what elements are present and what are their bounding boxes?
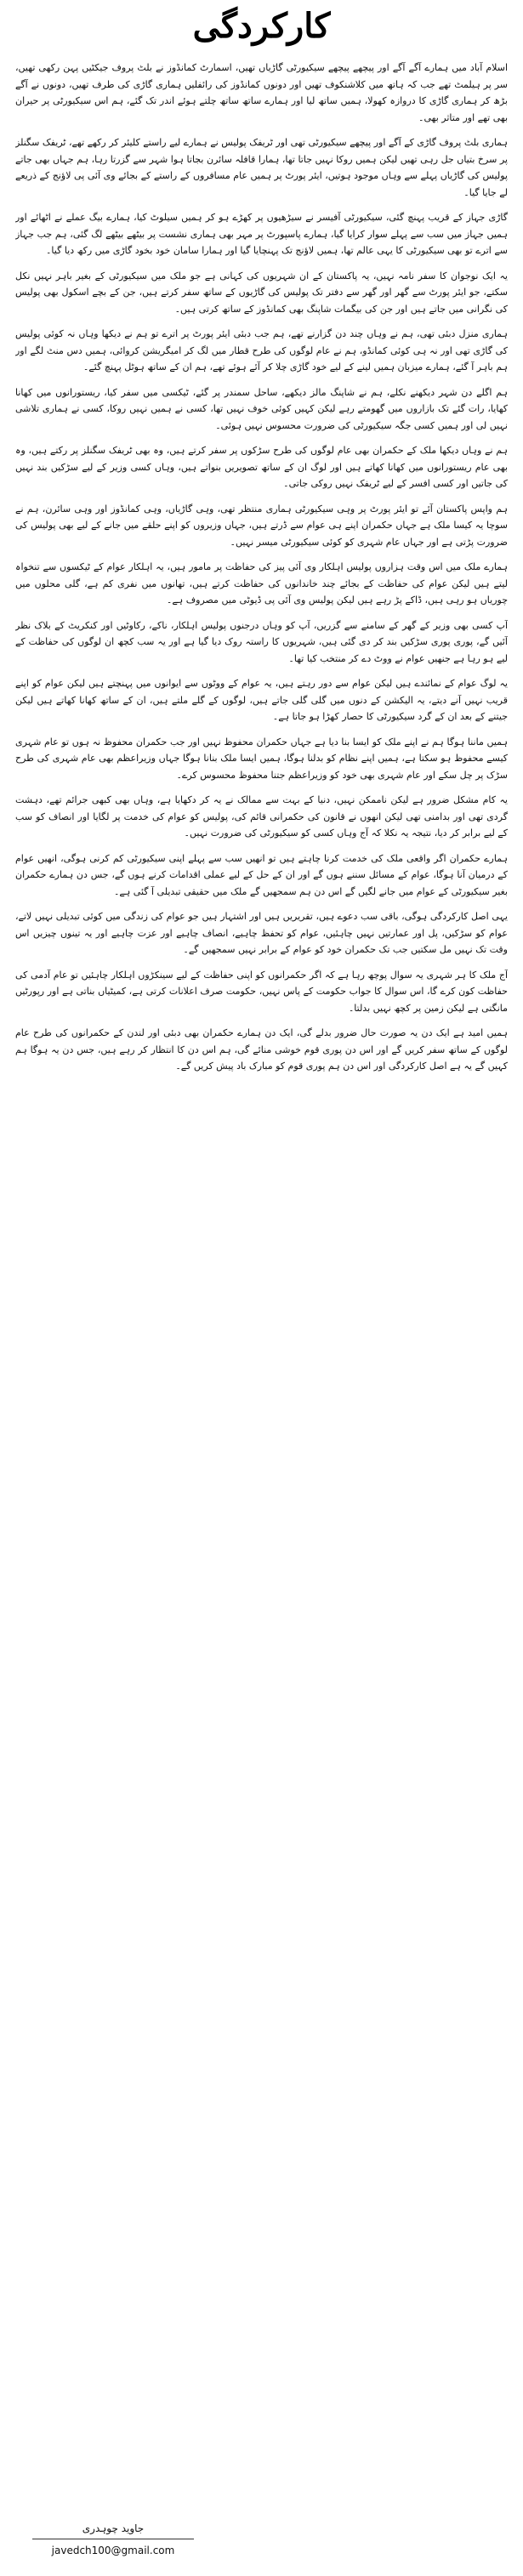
paragraph: ہم واپس پاکستان آئے تو ایئر پورٹ پر وہی سیکیورٹی ہماری منتظر تھی، وہی گاڑیاں، وہی کمانڈوز اور وہی سائرن، ہم نے سوچا یہ کیسا ملک ہے جہاں حکمران اپنے ہی عوام سے ڈرتے ہیں، جہاں وزیروں کو اپنے حلقے میں جانے کے لیے بھی پولیس کی ضرورت پڑتی ہے اور جہاں عام شہری کو کوئی سیکیورٹی میسر نہیں۔	[15, 503, 508, 548]
paragraph: آج ملک کا ہر شہری یہ سوال پوچھ رہا ہے کہ اگر حکمرانوں کو اپنی حفاظت کے لیے سینکڑوں اہلکار چاہئیں تو عام آدمی کی حفاظت کون کرے گا، اس سوال کا جواب حکومت کے پاس نہیں، حکومت صرف اعلانات کرتی ہے، کمیٹیاں بناتی ہے اور رپورٹیں مانگتی ہے لیکن زمین پر کچھ نہیں بدلتا۔	[15, 969, 508, 1014]
author-email: javedch100@gmail.com	[51, 2545, 175, 2556]
paragraph: ہمارے حکمران اگر واقعی ملک کی خدمت کرنا چاہتے ہیں تو انھیں سب سے پہلے اپنی سیکیورٹی کم کرنی ہوگی، انھیں عوام کے درمیان آنا ہوگا، عوام کے مسائل سننے ہوں گے اور ان کے حل کے لیے عملی اقدامات کرنے ہوں گے، جس دن ہمارے حکمران بغیر سیکیورٹی کے عوام میں جانے لگیں گے اس دن ہم سمجھیں گے ملک میں حقیقی تبدیلی آ گئی ہے۔	[15, 852, 508, 897]
column-body	[15, 60, 508, 2509]
paragraph: ہماری منزل دبئی تھی، ہم نے وہاں چند دن گزارنے تھے، ہم جب دبئی ایئر پورٹ پر اترے تو ہم نے دیکھا وہاں نہ کوئی پولیس کی گاڑی تھی اور نہ ہی کوئی کمانڈو، ہم نے عام لوگوں کی طرح قطار میں لگ کر امیگریشن کروائی، ہمیں دس منٹ لگے اور ہم باہر آ گئے، ہمارے میزبان ہمیں لینے کے لیے خود گاڑی چلا کر آئے ہوئے تھے، ہم ان کے ساتھ ہوٹل پہنچ گئے۔	[15, 328, 508, 372]
paragraph: یہ لوگ عوام کے نمائندے ہیں لیکن عوام سے دور رہتے ہیں، یہ عوام کے ووٹوں سے ایوانوں میں پہنچتے ہیں لیکن عوام کو اپنے قریب نہیں آنے دیتے، یہ الیکشن کے دنوں میں گلی گلی جاتے ہیں، لوگوں کے گلے ملتے ہیں، ان کے ساتھ کھانا کھاتے ہیں لیکن جیتنے کے بعد ان کے گرد سیکیورٹی کا حصار کھڑا ہو جاتا ہے۔	[15, 678, 508, 722]
paragraph: اسلام آباد میں ہمارے آگے آگے اور پیچھے پیچھے سیکیورٹی گاڑیاں تھیں، اسمارٹ کمانڈوز نے بلٹ پروف جیکٹیں پہن رکھی تھیں، سر پر ہیلمٹ تھے جب کہ ہاتھ میں کلاشنکوف تھیں اور دونوں کمانڈوز کی رائفلیں ہماری گاڑی کی طرف تھیں، دونوں نے آگے بڑھ کر ہماری گاڑی کا دروازہ کھولا، ہمیں ساتھ لیا اور ہمارے ساتھ ساتھ چلتے ہوئے اندر تک گئے، ہم اس سیکیورٹی پر حیران بھی تھے اور متاثر بھی۔	[15, 62, 508, 123]
paragraph: ہم نے وہاں دیکھا ملک کے حکمران بھی عام لوگوں کی طرح سڑکوں پر سفر کرتے ہیں، وہ بھی ٹریفک سگنلز پر رکتے ہیں، وہ بھی عام ریستورانوں میں کھانا کھاتے ہیں اور لوگ ان کے ساتھ تصویریں بنواتے ہیں، وہاں کسی وزیر کے لیے سڑکیں بند نہیں کی جاتیں اور کسی افسر کے لیے ٹریفک نہیں روکی جاتی۔	[15, 445, 508, 489]
paragraph: یہ کام مشکل ضرور ہے لیکن ناممکن نہیں، دنیا کے بہت سے ممالک نے یہ کر دکھایا ہے، وہاں بھی کبھی جرائم تھے، دہشت گردی تھی اور بدامنی تھی لیکن انھوں نے قانون کی حکمرانی قائم کی، پولیس کو عوام کی خدمت پر لگایا اور انصاف کو سب کے لیے برابر کر دیا، نتیجہ یہ نکلا کہ آج وہاں کسی کو سیکیورٹی کی ضرورت نہیں۔	[15, 794, 508, 839]
paragraph: ہماری بلٹ پروف گاڑی کے آگے اور پیچھے سیکیورٹی تھی اور ٹریفک پولیس نے ہمارے لیے راستے کلیئر کر رکھے تھے، ٹریفک سگنلز پر سرخ بتیاں جل رہی تھیں لیکن ہمیں روکا نہیں جاتا تھا، ہمارا قافلہ سائرن بجاتا ہوا شہر سے گزرتا رہا، ہم جہاں بھی جاتے پولیس کی گاڑیاں پہلے سے وہاں موجود ہوتیں، ایئر پورٹ پر ہمیں عام مسافروں کے راستے کے بجائے وی آئی پی لاؤنج کے ذریعے لے جایا گیا۔	[15, 137, 508, 198]
paragraph: ہمیں امید ہے ایک دن یہ صورت حال ضرور بدلے گی، ایک دن ہمارے حکمران بھی دبئی اور لندن کے حکمرانوں کی طرح عام لوگوں کے ساتھ سفر کریں گے اور اس دن پوری قوم خوشی منائے گی، ہم اس دن کا انتظار کر رہے ہیں، جس دن یہ ہوگا ہم کہیں گے یہ ہے اصل کارکردگی اور اس دن ہم پوری قوم کو مبارک باد پیش کریں گے۔	[15, 1027, 508, 1072]
paragraph: یہی اصل کارکردگی ہوگی، باقی سب دعوے ہیں، تقریریں ہیں اور اشتہار ہیں جو عوام کی زندگی میں کوئی تبدیلی نہیں لاتے، عوام کو سڑکیں، پل اور عمارتیں نہیں چاہئیں، عوام کو تحفظ چاہیے، انصاف چاہیے اور عزت چاہیے اور یہ تینوں چیزیں اس وقت تک نہیں مل سکتیں جب تک حکمران خود کو عوام کے برابر نہیں سمجھیں گے۔	[15, 911, 508, 955]
paragraph: ہمیں ماننا ہوگا ہم نے اپنے ملک کو ایسا بنا دیا ہے جہاں حکمران محفوظ نہیں اور جب حکمران محفوظ نہ ہوں تو عام شہری کیسے محفوظ ہو سکتا ہے، ہمیں اپنے نظام کو بدلنا ہوگا، ہمیں ایسا ملک بنانا ہوگا جہاں وزیراعظم بھی عام شہری کی طرح سڑک پر چل سکے اور عام شہری بھی خود کو وزیراعظم جتنا محفوظ محسوس کرے۔	[15, 736, 508, 781]
paragraph: یہ ایک نوجوان کا سفر نامہ نہیں، یہ پاکستان کے ان شہریوں کی کہانی ہے جو ملک میں سیکیورٹی کے بغیر باہر نہیں نکل سکتے، جو ایئر پورٹ سے گھر اور گھر سے دفتر تک پولیس کی گاڑیوں کے ساتھ سفر کرتے ہیں، جن کے بچے اسکول بھی پولیس کی نگرانی میں جاتے ہیں اور جن کی بیگمات شاپنگ بھی کمانڈوز کے ساتھ کرتی ہیں۔	[15, 270, 508, 315]
author-signature	[15, 2520, 211, 2571]
paragraph: ہم اگلے دن شہر دیکھنے نکلے، ہم نے شاپنگ مالز دیکھے، ساحل سمندر پر گئے، ٹیکسی میں سفر کیا، ریستورانوں میں کھانا کھایا، رات گئے تک بازاروں میں گھومتے رہے لیکن کہیں کوئی خوف نہیں تھا، کسی نے ہمیں نہیں روکا، کسی نے ہماری تلاشی نہیں لی اور ہمیں کسی جگہ سیکیورٹی کی ضرورت محسوس نہیں ہوئی۔	[15, 386, 508, 431]
paragraph: گاڑی جہاز کے قریب پہنچ گئی، سیکیورٹی آفیسر نے سیڑھیوں پر کھڑے ہو کر ہمیں سیلوٹ کیا، ہمارے بیگ عملے نے اٹھائے اور ہمیں جہاز میں سب سے پہلے سوار کرایا گیا، ہمارے پاسپورٹ پر مہر بھی ہماری نشست پر بیٹھے بیٹھے لگ گئی، ہم جب جہاز سے اترے تو بھی سیکیورٹی کا یہی عالم تھا، ہمیں لاؤنج تک پہنچایا گیا اور ہمارا سامان خود بخود گاڑی میں رکھ دیا گیا۔	[15, 212, 508, 256]
author-name: جاوید چوہدری	[82, 2522, 145, 2534]
paragraph: آپ کسی بھی وزیر کے گھر کے سامنے سے گزریں، آپ کو وہاں درجنوں پولیس اہلکار، ناکے، رکاوٹیں اور کنکریٹ کے بلاک نظر آئیں گے، پوری پوری سڑکیں بند کر دی گئی ہیں، شہریوں کا راستہ روک دیا گیا ہے اور یہ سب کچھ ان لوگوں کی حفاظت کے لیے ہو رہا ہے جنھیں عوام نے ووٹ دے کر منتخب کیا تھا۔	[15, 619, 508, 664]
column-title: کارکردگی	[192, 6, 331, 46]
paragraph: ہمارے ملک میں اس وقت ہزاروں پولیس اہلکار وی آئی پیز کی حفاظت پر مامور ہیں، یہ اہلکار عوام کے ٹیکسوں سے تنخواہ لیتے ہیں لیکن عوام کی حفاظت کے بجائے چند خاندانوں کی حفاظت کرتے ہیں، تھانوں میں نفری کم ہے، گلی محلوں میں چوریاں ہو رہی ہیں، ڈاکے پڑ رہے ہیں لیکن پولیس وی آئی پی ڈیوٹی میں مصروف ہے۔	[15, 561, 508, 606]
